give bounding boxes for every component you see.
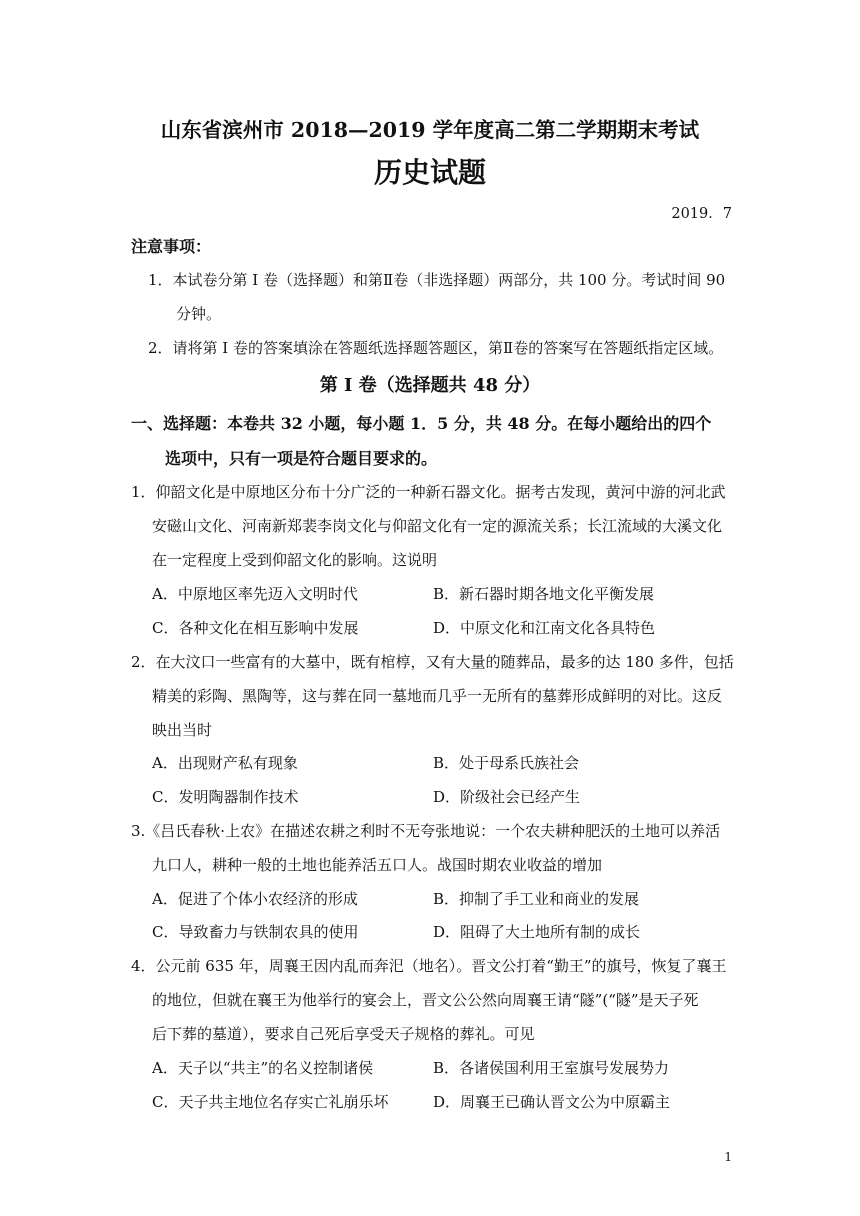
question-1-option-c: C．各种文化在相互影响中发展 (152, 619, 359, 637)
question-2-line-1: 2．在大汶口一些富有的大墓中，既有棺椁，又有大量的随葬品，最多的达 180 多件，包括 (131, 653, 734, 671)
question-4-line-1: 4．公元前 635 年，周襄王因内乱而奔汜（地名）。晋文公打着“勤王”的旗号，恢复了襄王 (131, 957, 727, 975)
question-3-line-1: 3.《吕氏春秋·上农》在描述农耕之利时不无夸张地说：一个农夫耕种肥沃的土地可以养活 (131, 822, 721, 840)
question-3-option-a: A．促进了个体小农经济的形成 (152, 890, 358, 908)
notice-heading: 注意事项： (131, 237, 212, 256)
page-number: 1 (724, 1150, 732, 1164)
section-instruction-line-1: 一、选择题：本卷共 32 小题，每小题 1．5 分，共 48 分。在每小题给出的四个 (131, 414, 712, 433)
question-3-option-d: D．阻碍了大土地所有制的成长 (433, 923, 641, 941)
question-4-option-d: D．周襄王已确认晋文公为中原霸主 (433, 1093, 671, 1111)
question-4-option-c: C．天子共主地位名存实亡礼崩乐坏 (152, 1093, 389, 1111)
question-4-option-b: B．各诸侯国利用王室旗号发展势力 (433, 1059, 670, 1077)
exam-date: 2019．7 (671, 206, 732, 222)
section-instruction-line-2: 选项中，只有一项是符合题目要求的。 (165, 449, 438, 468)
question-4-line-2: 的地位，但就在襄王为他举行的宴会上，晋文公公然向周襄王请“隧”(“隧”是天子死 (152, 991, 699, 1009)
question-1-line-1: 1．仰韶文化是中原地区分布十分广泛的一种新石器文化。据考古发现，黄河中游的河北武 (131, 483, 726, 501)
notice-item-2: 2．请将第 I 卷的答案填涂在答题纸选择题答题区，第Ⅱ卷的答案写在答题纸指定区域。 (148, 339, 724, 357)
question-1-option-d: D．中原文化和江南文化各具特色 (433, 619, 656, 637)
subject-title: 历史试题 (373, 156, 486, 189)
question-1-line-3: 在一定程度上受到仰韶文化的影响。这说明 (152, 551, 438, 569)
notice-item-1-line-1: 1．本试卷分第 I 卷（选择题）和第Ⅱ卷（非选择题）两部分，共 100 分。考试时间 90 (148, 271, 726, 289)
exam-title: 山东省滨州市 2018—2019 学年度高二第二学期期末考试 (160, 118, 700, 142)
question-1-option-b: B．新石器时期各地文化平衡发展 (433, 585, 655, 603)
question-2-line-2: 精美的彩陶、黑陶等，这与葬在同一墓地而几乎一无所有的墓葬形成鲜明的对比。这反 (152, 687, 723, 705)
question-2-line-3: 映出当时 (152, 721, 213, 739)
question-2-option-b: B．处于母系氏族社会 (433, 754, 580, 772)
question-1-line-2: 安磁山文化、河南新郑裴李岗文化与仰韶文化有一定的源流关系；长江流域的大溪文化 (152, 517, 723, 535)
question-4-option-a: A．天子以“共主”的名义控制诸侯 (152, 1059, 374, 1077)
question-3-line-2: 九口人，耕种一般的土地也能养活五口人。战国时期农业收益的增加 (152, 856, 603, 874)
question-2-option-d: D．阶级社会已经产生 (433, 788, 581, 806)
question-2-option-a: A．出现财产私有现象 (152, 754, 298, 772)
question-3-option-c: C．导致畜力与铁制农具的使用 (152, 923, 359, 941)
part-1-heading: 第 I 卷（选择题共 48 分） (319, 375, 541, 396)
question-1-option-a: A．中原地区率先迈入文明时代 (152, 585, 358, 603)
question-4-line-3: 后下葬的墓道），要求自己死后享受天子规格的葬礼。可见 (152, 1025, 535, 1043)
question-2-option-c: C．发明陶器制作技术 (152, 788, 299, 806)
notice-item-1-line-2: 分钟。 (176, 305, 222, 323)
question-3-option-b: B．抑制了手工业和商业的发展 (433, 890, 640, 908)
